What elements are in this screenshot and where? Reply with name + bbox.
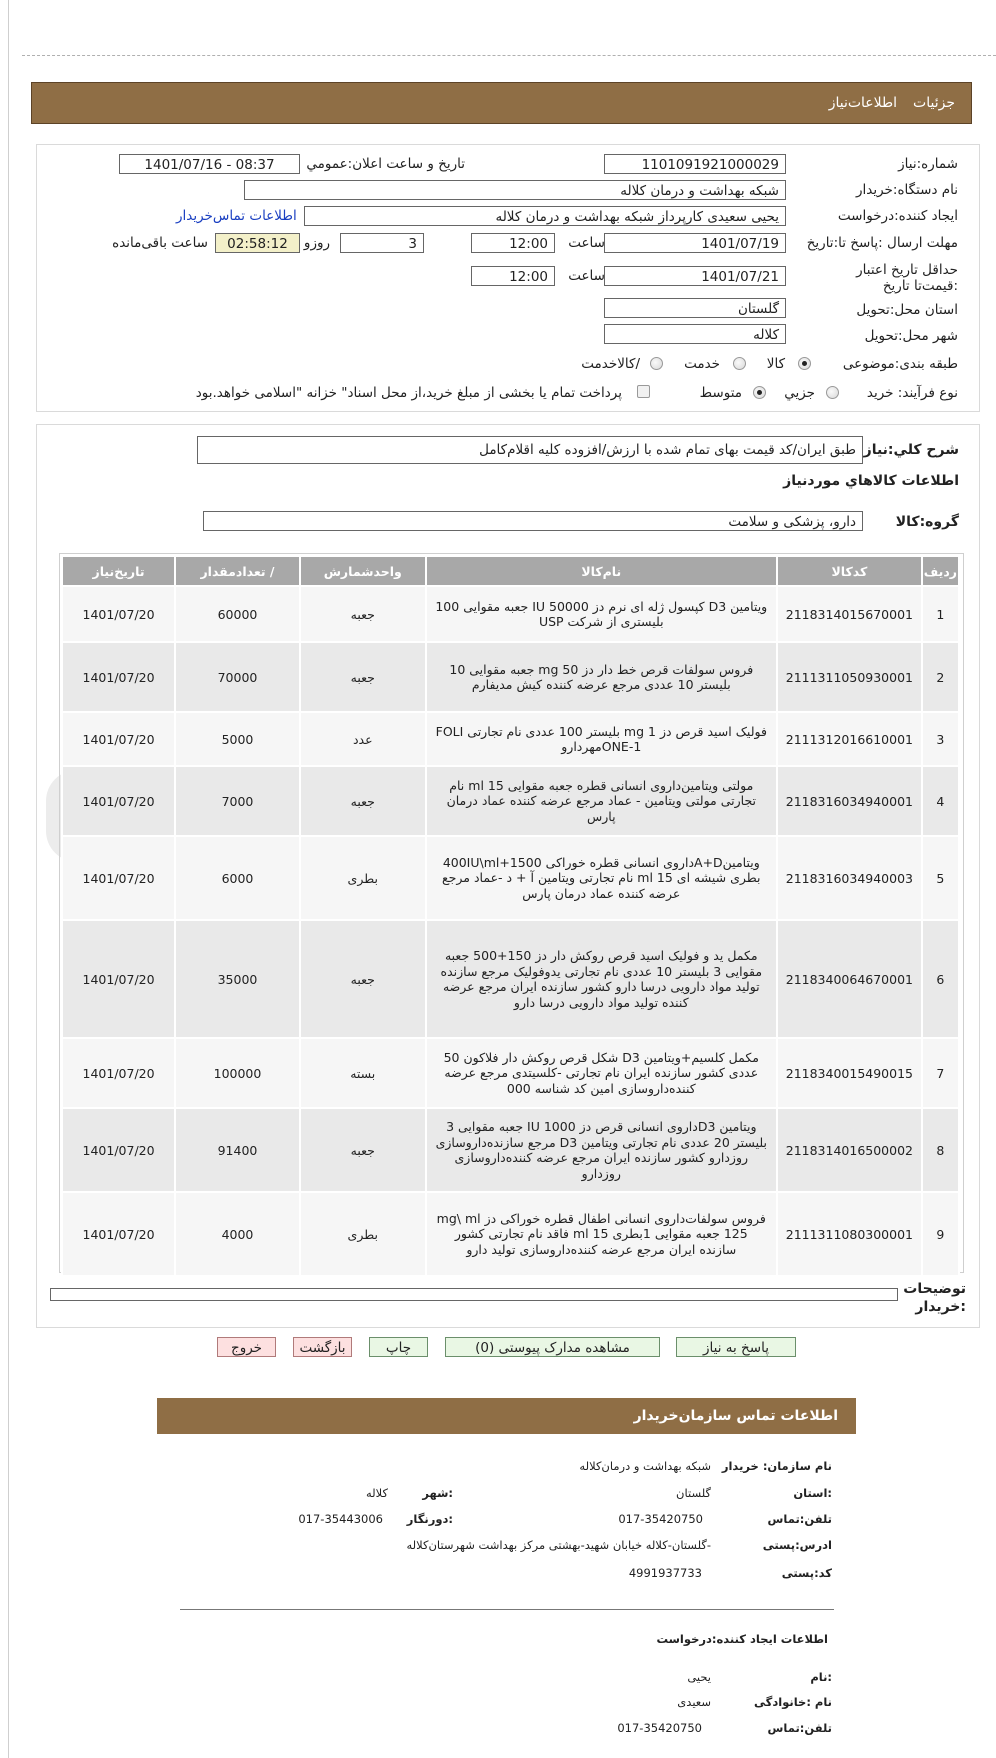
item-name: مکمل کلسیم+ویتامین D3 شکل قرص روکش دار فلاکون 50 عددی کشور سازنده ایران نام تجارتی -کلسیتدی مرجع عرضه کننده‌داروسازی امین کد شناسه 000	[426, 1038, 777, 1108]
remaining-label: ساعت باقی‌مانده	[112, 235, 208, 251]
category-goods-radio[interactable]	[798, 357, 811, 370]
print-button[interactable]: چاپ	[369, 1337, 428, 1357]
category-service-label: خدمت	[684, 356, 720, 372]
item-date: 1401/07/20	[62, 1038, 175, 1108]
item-code: 2118316034940003	[777, 836, 922, 920]
days-field: 3	[340, 233, 424, 253]
item-code: 2118340015490015	[777, 1038, 922, 1108]
item-code: 2111311080300001	[777, 1192, 922, 1276]
item-unit: عدد	[300, 712, 426, 766]
remaining-timer: 02:58:12	[215, 233, 300, 253]
col-date: تاریخ‌نیاز	[62, 556, 175, 586]
validity-time-label: ساعت	[568, 268, 605, 284]
item-qty: 5000	[175, 712, 300, 766]
city-label: شهر محل:تحویل	[864, 328, 958, 344]
item-unit: جعبه	[300, 920, 426, 1038]
item-unit: بطری	[300, 1192, 426, 1276]
item-unit: جعبه	[300, 1108, 426, 1192]
process-partial-label: جزیي	[784, 385, 815, 401]
item-date: 1401/07/20	[62, 586, 175, 642]
postal-label: کد:پستی	[781, 1566, 832, 1580]
validity-label: حداقل تاریخ اعتبار :قیمت‌تا تاریخ	[856, 262, 958, 294]
item-date: 1401/07/20	[62, 1108, 175, 1192]
item-date: 1401/07/20	[62, 920, 175, 1038]
item-name: فروس سولفات قرص خط دار دز mg 50 جعبه مقوایی 10 بلیستر 10 عددی مرجع عرضه کننده کیش مدیفارم	[426, 642, 777, 712]
process-medium-radio[interactable]	[753, 386, 766, 399]
goods-group-field: دارو، پزشکی و سلامت	[203, 511, 863, 531]
col-name: نام‌کالا	[426, 556, 777, 586]
deadline-time-label: ساعت	[568, 235, 605, 251]
col-code: کدکالا	[777, 556, 922, 586]
buyer-notes-field	[50, 1288, 898, 1301]
item-qty: 35000	[175, 920, 300, 1038]
creator-phone-label: تلفن:تماس	[767, 1721, 832, 1735]
col-unit: واحدشمارش	[300, 556, 426, 586]
buyer-org-field: شبکه بهداشت و درمان کلاله	[244, 180, 786, 200]
page-header	[31, 82, 972, 124]
table-row	[62, 836, 959, 920]
process-medium-label: متوسط	[699, 385, 742, 401]
deadline-label: مهلت ارسال :پاسخ تا:تاریخ	[806, 235, 958, 251]
item-unit: بطری	[300, 836, 426, 920]
fax-value: 017-35443006	[298, 1512, 383, 1526]
postal-value: 4991937733	[628, 1566, 702, 1580]
item-name: مکمل ید و فولیک اسید قرص روکش دار دز 150+500 جعبه مقوایی 3 بلیستر 10 عددی نام تجارتی یدوفولیک مرجع سازنده تولید مواد دارویی درسا دارو کشور سازنده ایران مرجع عرضه کننده تولید مواد دارویی درسا دارو	[426, 920, 777, 1038]
attachments-button[interactable]: مشاهده مدارک پیوستی (0)	[445, 1337, 660, 1357]
phone-value: 017-35420750	[618, 1512, 703, 1526]
section-divider	[180, 1609, 834, 1610]
reply-button[interactable]: پاسخ به نیاز	[676, 1337, 796, 1357]
goods-section-title: اطلاعات کالاهاي مورد‌نیاز	[783, 473, 959, 489]
validity-date-field: 1401/07/21	[604, 266, 786, 286]
buyer-org-label: نام دستگاه:خریدار	[855, 182, 958, 198]
table-row	[62, 642, 959, 712]
goods-table	[61, 555, 960, 1277]
item-unit: جعبه	[300, 642, 426, 712]
item-name: ویتامین D3داروی انسانی قرص دز IU 1000 جعبه مقوایی 3 بلیستر 20 عددی نام تجارتی ویتامین D3 مرجع سازنده‌داروسازی روزدارو کشور سازنده ایران مرجع عرضه کننده‌داروسازی روزدارو	[426, 1108, 777, 1192]
category-both-label: /کالاخدمت	[581, 356, 640, 372]
process-label: نوع فرآیند: خرید	[866, 385, 958, 401]
item-name: مولتی ویتامین‌داروی انسانی قطره جعبه مقوایی ml 15 نام تجارتی مولتی ویتامین - عماد مرجع عرضه کننده عماد درمان پارس	[426, 766, 777, 836]
row-number: 8	[922, 1108, 959, 1192]
deadline-time-field: 12:00	[471, 233, 555, 253]
province-field: گلستان	[604, 298, 786, 318]
item-qty: 4000	[175, 1192, 300, 1276]
buyer-contact-link[interactable]: اطلاعات تماس‌خریدار	[176, 208, 297, 224]
first-name-value: یحیی	[687, 1670, 711, 1684]
item-date: 1401/07/20	[62, 642, 175, 712]
tab-need-info[interactable]: اطلاعات‌نیاز	[828, 95, 898, 111]
row-number: 7	[922, 1038, 959, 1108]
creator-info-title: اطلاعات ایجاد کننده:درخواست	[656, 1632, 828, 1646]
buyer-notes-label: توضیحات :خریدار	[903, 1281, 966, 1315]
item-code: 2118314015670001	[777, 586, 922, 642]
deadline-date-field: 1401/07/19	[604, 233, 786, 253]
table-row	[62, 1038, 959, 1108]
tab-details[interactable]: جزئیات	[913, 95, 955, 111]
item-unit: بسته	[300, 1038, 426, 1108]
creator-label: ایجاد کننده:درخواست	[837, 208, 958, 224]
family-name-label: نام :خانوادگی	[754, 1695, 832, 1709]
goods-group-label: گروه:کالا	[895, 514, 959, 530]
table-row	[62, 1192, 959, 1276]
need-number-field: 1101091921000029	[604, 154, 786, 174]
item-date: 1401/07/20	[62, 836, 175, 920]
item-name: فولیک اسید قرص دز mg 1 بلیستر 100 عددی نام تجارتی FOLI ONE-1مهردارو	[426, 712, 777, 766]
item-qty: 7000	[175, 766, 300, 836]
family-name-value: سعیدی	[677, 1695, 711, 1709]
table-row	[62, 712, 959, 766]
row-number: 5	[922, 836, 959, 920]
fax-label: :دورنگار	[406, 1512, 453, 1526]
item-date: 1401/07/20	[62, 1192, 175, 1276]
row-number: 3	[922, 712, 959, 766]
col-row: ردیف	[922, 556, 959, 586]
province-label: استان محل:تحویل	[856, 302, 958, 318]
top-divider	[22, 55, 996, 56]
treasury-payment-note: پرداخت تمام یا بخشی از مبلغ خرید،از محل اسناد" خزانه "اسلامی خواهد.بود	[195, 385, 622, 401]
org-value: شبکه بهداشت و درمان‌کلاله	[579, 1459, 711, 1473]
city-contact-label: :شهر	[422, 1486, 453, 1500]
announce-label: تاریخ و ساعت اعلان:عمومي	[306, 156, 465, 172]
table-row	[62, 1108, 959, 1192]
item-qty: 100000	[175, 1038, 300, 1108]
item-date: 1401/07/20	[62, 712, 175, 766]
row-number: 4	[922, 766, 959, 836]
first-name-label: :نام	[810, 1670, 832, 1684]
description-field: طبق ایران/کد قیمت بهای تمام شده با ارزش/افزوده کلیه اقلام‌کامل	[197, 436, 863, 464]
contact-header	[157, 1398, 856, 1434]
city-field: کلاله	[604, 324, 786, 344]
item-date: 1401/07/20	[62, 766, 175, 836]
item-qty: 70000	[175, 642, 300, 712]
item-code: 2111312016610001	[777, 712, 922, 766]
category-both-radio[interactable]	[650, 357, 663, 370]
item-code: 2118340064670001	[777, 920, 922, 1038]
province-contact-value: گلستان	[676, 1486, 711, 1500]
table-row	[62, 920, 959, 1038]
row-number: 9	[922, 1192, 959, 1276]
creator-field: یحیی سعیدی کارپرداز شبکه بهداشت و درمان کلاله	[304, 206, 786, 226]
item-name: فروس سولفات‌داروی انسانی اطفال قطره خوراکی دز mg\ ml 125 جعبه مقوایی 1بطری ml 15 فاقد نام تجارتی کشور سازنده ایران مرجع عرضه کننده‌داروسازی تولید دارو	[426, 1192, 777, 1276]
announce-datetime-field: 1401/07/16 - 08:37	[119, 154, 300, 174]
category-service-radio[interactable]	[733, 357, 746, 370]
process-partial-radio[interactable]	[826, 386, 839, 399]
left-border	[8, 0, 9, 1758]
address-label: ادرس:پستی	[762, 1538, 832, 1552]
days-label: روزو	[303, 235, 330, 251]
row-number: 6	[922, 920, 959, 1038]
org-label: نام سازمان: خریدار	[721, 1459, 832, 1473]
item-name: ویتامینA+Dداروی انسانی قطره خوراکی 1500+400IU\ml بطری شیشه ای 15 ml نام تجارتی ویتامین آ + د -عماد مرجع عرضه کننده عماد درمان پارس	[426, 836, 777, 920]
validity-time-field: 12:00	[471, 266, 555, 286]
item-code: 2118316034940001	[777, 766, 922, 836]
back-button[interactable]: بازگشت	[293, 1337, 352, 1357]
item-code: 2111311050930001	[777, 642, 922, 712]
contact-title: اطلاعات تماس سازمان‌خریدار	[633, 1408, 838, 1424]
row-number: 1	[922, 586, 959, 642]
address-value: -گلستان-کلاله خیابان شهید-بهشتی مرکز بهداشت شهرستان‌کلاله	[406, 1538, 711, 1552]
category-goods-label: کالا	[766, 356, 785, 372]
exit-button[interactable]: خروج	[217, 1337, 276, 1357]
item-qty: 6000	[175, 836, 300, 920]
item-unit: جعبه	[300, 586, 426, 642]
city-contact-value: کلاله	[365, 1486, 388, 1500]
item-qty: 91400	[175, 1108, 300, 1192]
item-qty: 60000	[175, 586, 300, 642]
category-label: طبقه بندی:موضوعی	[842, 356, 958, 372]
treasury-payment-checkbox[interactable]	[637, 385, 650, 398]
item-unit: جعبه	[300, 766, 426, 836]
item-name: ویتامین D3 کپسول ژله ای نرم دز IU 50000 جعبه مقوایی 100 بلیستری از شرکت USP	[426, 586, 777, 642]
item-code: 2118314016500002	[777, 1108, 922, 1192]
province-contact-label: :استان	[793, 1486, 832, 1500]
table-row	[62, 766, 959, 836]
phone-label: تلفن:تماس	[767, 1512, 832, 1526]
creator-phone-value: 017-35420750	[617, 1721, 702, 1735]
description-label: شرح کلي:نیاز	[863, 442, 959, 458]
need-number-label: شماره:نیاز	[898, 156, 958, 172]
table-row	[62, 586, 959, 642]
row-number: 2	[922, 642, 959, 712]
col-qty: / تعدادمقدار	[175, 556, 300, 586]
